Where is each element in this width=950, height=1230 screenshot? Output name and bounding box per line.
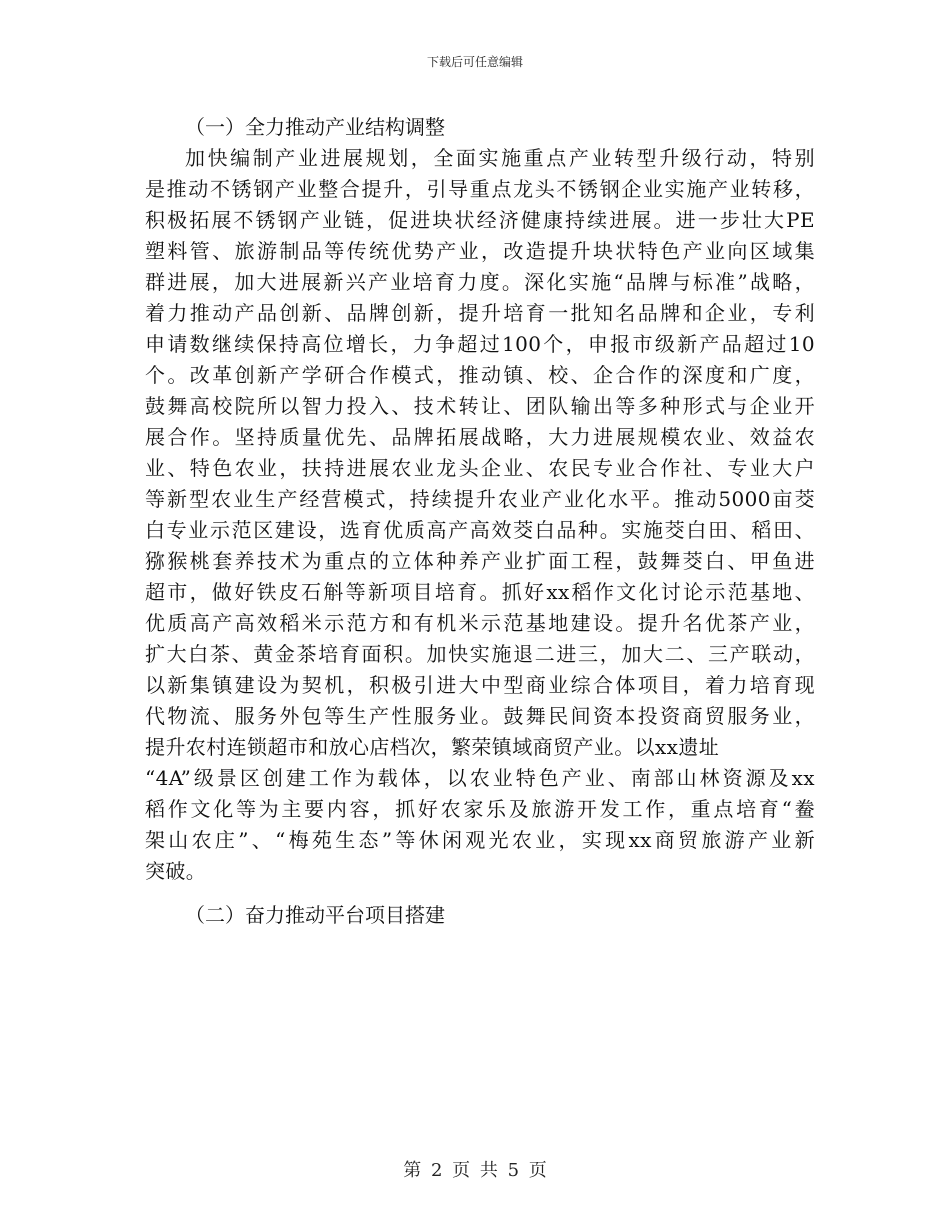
- paragraph-1: [145, 143, 815, 887]
- paragraph-line: 个。改革创新产学研合作模式，推动镇、校、企合作的深度和广度，: [145, 363, 815, 387]
- paragraph-line: “4A”级景区创建工作为载体，以农业特色产业、南部山林资源及xx: [145, 766, 815, 790]
- paragraph-line: 积极拓展不锈钢产业链，促进块状经济健康持续进展。进一步壮大PE: [145, 208, 815, 232]
- paragraph-line: 申请数继续保持高位增长，力争超过100个，申报市级新产品超过10: [145, 332, 815, 356]
- paragraph-line: 优质高产高效稻米示范方和有机米示范基地建设。提升名优茶产业，: [145, 611, 815, 635]
- paragraph-line: 稻作文化等为主要内容，抓好农家乐及旅游开发工作，重点培育“鲞: [145, 797, 815, 821]
- document-body: [145, 112, 815, 931]
- paragraph-line: 突破。: [145, 859, 207, 883]
- paragraph-line: 以新集镇建设为契机，积极引进大中型商业综合体项目，着力培育现: [145, 673, 815, 697]
- section-heading-2: （二）奋力推动平台项目搭建: [185, 903, 445, 927]
- paragraph-line: 提升农村连锁超市和放心店档次，繁荣镇域商贸产业。以xx遗址: [145, 735, 720, 759]
- paragraph-line: 扩大白茶、黄金茶培育面积。加快实施退二进三，加大二、三产联动，: [145, 642, 815, 666]
- paragraph-line: 业、特色农业，扶持进展农业龙头企业、农民专业合作社、专业大户: [145, 456, 815, 480]
- paragraph-line: 猕猴桃套养技术为重点的立体种养产业扩面工程，鼓舞茭白、甲鱼进: [145, 549, 815, 573]
- paragraph-line: 塑料管、旅游制品等传统优势产业，改造提升块状特色产业向区域集: [145, 239, 815, 263]
- paragraph-line: 群进展，加大进展新兴产业培育力度。深化实施“品牌与标准”战略，: [145, 270, 815, 294]
- paragraph-line: 白专业示范区建设，选育优质高产高效茭白品种。实施茭白田、稻田、: [145, 518, 815, 542]
- paragraph-line: 代物流、服务外包等生产性服务业。鼓舞民间资本投资商贸服务业，: [145, 704, 815, 728]
- paragraph-line: 展合作。坚持质量优先、品牌拓展战略，大力进展规模农业、效益农: [145, 425, 815, 449]
- section-heading-1: （一）全力推动产业结构调整: [185, 115, 445, 139]
- paragraph-line: 等新型农业生产经营模式，持续提升农业产业化水平。推动5000亩茭: [145, 487, 815, 511]
- paragraph-line: 鼓舞高校院所以智力投入、技术转让、团队输出等多种形式与企业开: [145, 394, 815, 418]
- paragraph-line: 超市，做好铁皮石斛等新项目培育。抓好xx稻作文化讨论示范基地、: [145, 580, 815, 604]
- paragraph-line: 加快编制产业进展规划，全面实施重点产业转型升级行动，特别: [185, 146, 815, 170]
- paragraph-line: 着力推动产品创新、品牌创新，提升培育一批知名品牌和企业，专利: [145, 301, 815, 325]
- page-header: 下载后可任意编辑: [426, 55, 523, 69]
- paragraph-line: 架山农庄”、“梅苑生态”等休闲观光农业，实现xx商贸旅游产业新: [145, 828, 815, 852]
- paragraph-line: 是推动不锈钢产业整合提升，引导重点龙头不锈钢企业实施产业转移，: [145, 177, 815, 201]
- page-number: 第 2 页 共 5 页: [403, 1160, 547, 1181]
